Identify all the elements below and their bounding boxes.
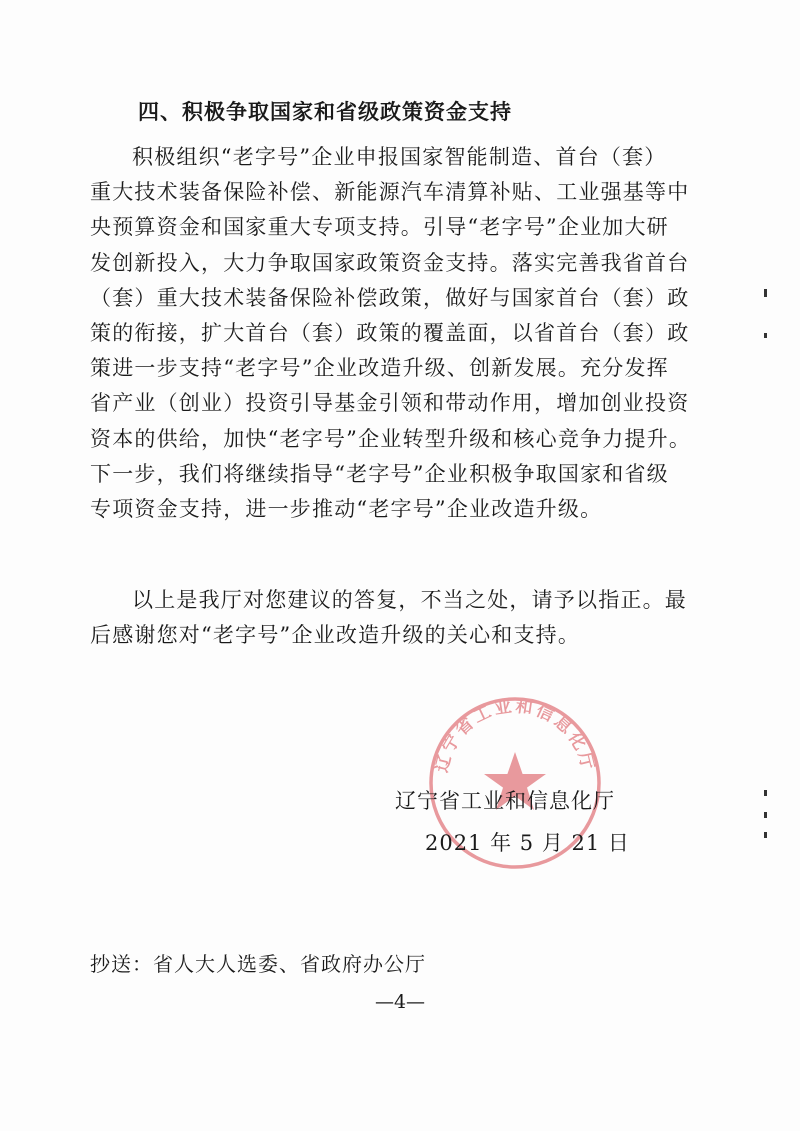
seal-text: 辽宁省工业和信息化厅 bbox=[432, 696, 598, 775]
page-number: —4— bbox=[374, 991, 426, 1013]
section-heading: 四、积极争取国家和省级政策资金支持 bbox=[138, 100, 512, 124]
body-paragraph-2 bbox=[90, 583, 710, 653]
paragraph-line: 积极组织“老字号”企业申报国家智能制造、首台（套） bbox=[132, 145, 667, 169]
body-paragraph-1 bbox=[90, 140, 710, 527]
paragraph-line: 后感谢您对“老字号”企业改造升级的关心和支持。 bbox=[90, 623, 581, 648]
paragraph-line: 策进一步支持“老字号”企业改造升级、创新发展。充分发挥 bbox=[90, 356, 669, 381]
scan-mark bbox=[764, 832, 767, 838]
paragraph-line: 以上是我厅对您建议的答复，不当之处，请予以指正。最 bbox=[132, 588, 687, 612]
paragraph-line: 专项资金支持，进一步推动“老字号”企业改造升级。 bbox=[90, 497, 603, 522]
paragraph-line: 策的衔接，扩大首台（套）政策的覆盖面，以省首台（套）政 bbox=[90, 321, 690, 346]
scan-mark bbox=[764, 333, 767, 338]
paragraph-line: 资本的供给，加快“老字号”企业转型升级和核心竞争力提升。 bbox=[90, 426, 692, 451]
issue-date: 2021 年 5 月 21 日 bbox=[425, 831, 630, 855]
paragraph-line: 发创新投入，大力争取国家政策资金支持。落实完善我省首台 bbox=[90, 250, 690, 275]
paragraph-line: 央预算资金和国家重大专项支持。引导“老字号”企业加大研 bbox=[90, 215, 669, 240]
cc-line: 抄送：省人大人选委、省政府办公厅 bbox=[90, 952, 426, 976]
paragraph-line: 省产业（创业）投资引导基金引领和带动作用，增加创业投资 bbox=[90, 391, 690, 416]
paragraph-line: 下一步，我们将继续指导“老字号”企业积极争取国家和省级 bbox=[90, 461, 669, 486]
scan-mark bbox=[764, 289, 767, 297]
issuer-signature: 辽宁省工业和信息化厅 bbox=[395, 789, 615, 813]
scan-mark bbox=[764, 790, 767, 796]
scan-mark bbox=[764, 812, 767, 818]
paragraph-line: 重大技术装备保险补偿、新能源汽车清算补贴、工业强基等中 bbox=[90, 180, 690, 205]
paragraph-line: （套）重大技术装备保险补偿政策，做好与国家首台（套）政 bbox=[90, 285, 690, 310]
